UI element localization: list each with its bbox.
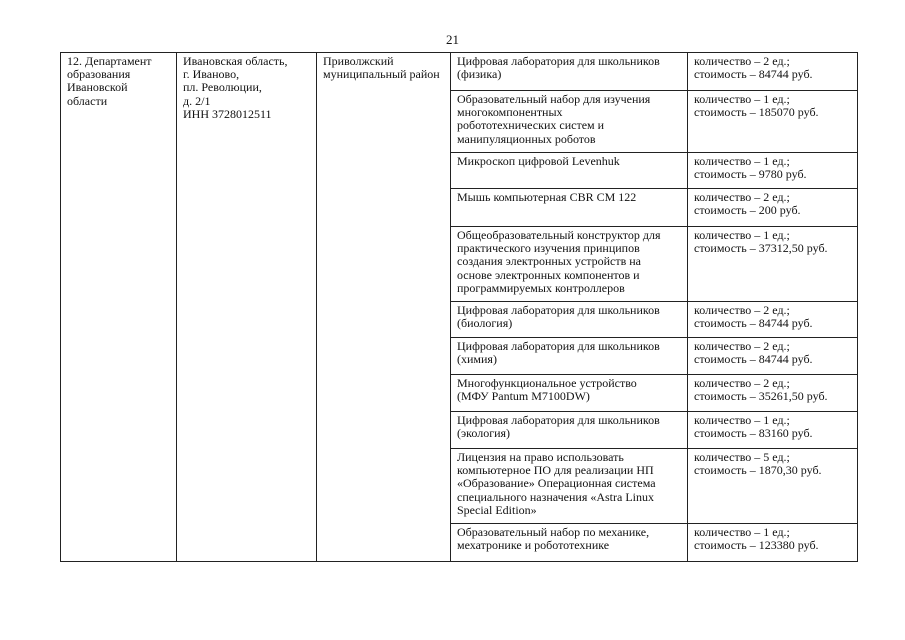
item-cost: стоимость – 35261,50 руб. <box>694 389 828 404</box>
item-name-line: манипуляционных роботов <box>457 131 596 146</box>
address-line: Ивановская область, <box>183 54 288 68</box>
item-name-line: Цифровая лаборатория для школьников <box>457 303 660 317</box>
item-name-line: Образовательный набор для изучения <box>457 92 651 106</box>
organization-line: образования <box>67 67 131 82</box>
item-name-line: основе электронных компонентов и <box>457 267 640 282</box>
item-name-line: (биология) <box>457 316 513 331</box>
district-line: Приволжский <box>323 54 394 68</box>
item-cost: стоимость – 123380 руб. <box>694 538 819 553</box>
item-details-cell <box>688 449 858 524</box>
item-details-cell <box>688 91 858 153</box>
item-name-line: Цифровая лаборатория для школьников <box>457 54 660 68</box>
item-details-cell <box>688 189 858 227</box>
address-line: пл. Революции, <box>183 80 262 95</box>
item-name-line: Цифровая лаборатория для школьников <box>457 413 660 427</box>
item-name-cell <box>451 53 688 91</box>
item-quantity: количество – 2 ед.; <box>694 376 790 390</box>
item-name-cell <box>451 375 688 412</box>
item-name-line: Многофункциональное устройство <box>457 376 637 390</box>
item-details-cell <box>688 524 858 562</box>
item-cost: стоимость – 84744 руб. <box>694 316 813 331</box>
item-name-line: практического изучения принципов <box>457 241 640 256</box>
item-name-line: «Образование» Операционная система <box>457 476 656 491</box>
item-quantity: количество – 1 ед.; <box>694 92 790 106</box>
item-name-line: компьютерное ПО для реализации НП <box>457 463 654 478</box>
item-cost: стоимость – 83160 руб. <box>694 426 813 441</box>
item-name-cell <box>451 227 688 302</box>
organization-line: 12. Департамент <box>67 54 152 68</box>
item-cost: стоимость – 37312,50 руб. <box>694 241 828 256</box>
item-name-line: Цифровая лаборатория для школьников <box>457 339 660 353</box>
item-name-cell <box>451 153 688 189</box>
item-name-line: (химия) <box>457 352 497 367</box>
item-name-line: Мышь компьютерная CBR CM 122 <box>457 190 637 204</box>
item-name-line: специального назначения «Astra Linux <box>457 489 654 504</box>
item-quantity: количество – 5 ед.; <box>694 450 790 464</box>
item-name-line: Общеобразовательный конструктор для <box>457 228 661 242</box>
item-name-cell <box>451 302 688 338</box>
item-details-cell <box>688 338 858 375</box>
equipment-table <box>60 52 858 562</box>
item-quantity: количество – 2 ед.; <box>694 190 790 204</box>
item-name-cell <box>451 338 688 375</box>
item-name-line: многокомпонентных <box>457 105 563 120</box>
item-cost: стоимость – 84744 руб. <box>694 352 813 367</box>
item-name-line: Special Edition» <box>457 502 537 517</box>
organization-line: Ивановской <box>67 80 128 95</box>
organization-cell <box>61 53 177 562</box>
item-name-cell <box>451 524 688 562</box>
item-cost: стоимость – 1870,30 руб. <box>694 463 822 478</box>
item-quantity: количество – 1 ед.; <box>694 413 790 427</box>
item-details-cell <box>688 412 858 449</box>
address-cell <box>177 53 317 562</box>
item-details-cell <box>688 375 858 412</box>
item-name-cell <box>451 449 688 524</box>
item-name-line: создания электронных устройств на <box>457 254 641 269</box>
item-name-line: (МФУ Pantum M7100DW) <box>457 389 590 404</box>
district-cell <box>317 53 451 562</box>
item-name-line: робототехнических систем и <box>457 118 605 133</box>
district-line: муниципальный район <box>323 67 440 82</box>
item-details-cell <box>688 53 858 91</box>
item-details-cell <box>688 302 858 338</box>
item-quantity: количество – 2 ед.; <box>694 54 790 68</box>
item-name-line: Лицензия на право использовать <box>457 450 624 464</box>
item-name-cell <box>451 412 688 449</box>
item-quantity: количество – 1 ед.; <box>694 228 790 242</box>
item-cost: стоимость – 185070 руб. <box>694 105 819 120</box>
item-name-line: (экология) <box>457 426 511 441</box>
address-line: ИНН 3728012511 <box>183 106 272 121</box>
item-name-cell <box>451 91 688 153</box>
item-name-line: Образовательный набор по механике, <box>457 525 650 539</box>
item-quantity: количество – 1 ед.; <box>694 154 790 168</box>
item-name-line: программируемых контроллеров <box>457 280 625 295</box>
organization-line: области <box>67 93 108 108</box>
item-quantity: количество – 1 ед.; <box>694 525 790 539</box>
item-name-line: Микроскоп цифровой Levenhuk <box>457 154 620 168</box>
table-row <box>61 53 858 91</box>
address-line: г. Иваново, <box>183 67 240 82</box>
page-number: 21 <box>446 32 459 47</box>
item-quantity: количество – 2 ед.; <box>694 303 790 317</box>
item-name-line: (физика) <box>457 67 502 82</box>
item-cost: стоимость – 84744 руб. <box>694 67 813 82</box>
item-name-line: мехатронике и робототехнике <box>457 538 610 553</box>
item-details-cell <box>688 153 858 189</box>
address-line: д. 2/1 <box>183 93 211 108</box>
item-details-cell <box>688 227 858 302</box>
item-cost: стоимость – 200 руб. <box>694 203 801 218</box>
item-quantity: количество – 2 ед.; <box>694 339 790 353</box>
item-name-cell <box>451 189 688 227</box>
item-cost: стоимость – 9780 руб. <box>694 167 807 182</box>
